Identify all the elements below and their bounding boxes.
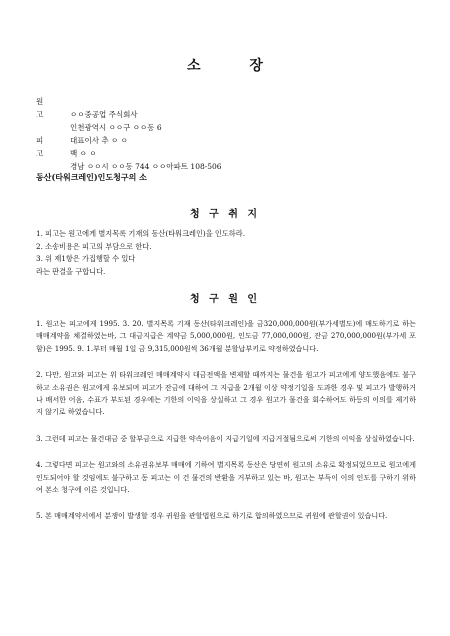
claim-list bbox=[36, 228, 416, 278]
cause-list bbox=[36, 318, 416, 537]
defendant-block bbox=[36, 134, 222, 173]
plaintiff-address: 인천광역시 ㅇㅇ구 ㅇㅇ동 6 bbox=[70, 123, 162, 132]
case-title: 동산(타워크레인)인도청구의 소 bbox=[36, 172, 147, 182]
claim-item: 1. 피고는 원고에게 별지목록 기재의 동산(타워크레인)을 인도하라. bbox=[36, 229, 245, 238]
plaintiff-representative: 대표이사 추 ㅇ ㅇ bbox=[70, 136, 128, 145]
cause-item: 5. 본 매매계약서에서 분쟁이 발생할 경우 귀원을 관할법원으로 하기로 합의하였으므로 귀원에 관할권이 있습니다. bbox=[36, 511, 388, 521]
claim-heading: 청 구 취 지 bbox=[189, 209, 261, 220]
cause-item: 1. 원고는 피고에게 1995. 3. 20. 별지목록 기재 동산(타워크레인)을 금320,000,000원(부가세별도)에 매도하기로 하는 매매계약을 체결하였는바, 그 대금지급은 계약금 5,000,000원, 인도금 77,000,000원, 잔금 270,000,000원(부가세 포함)은 1995. 9. 1.부터 매월 1일 금 9,315,000원씩 36개월 분할납부키로 약정하였습니다. bbox=[36, 319, 416, 353]
defendant-name: 백 ㅇ ㅇ bbox=[70, 149, 97, 158]
cause-item: 2. 다만, 원고와 피고는 위 타워크레인 매매계약시 대금전액을 변제할 때까지는 물건을 원고가 피고에게 양도했음에도 불구하고 소유권은 원고에게 유보되며 피고가 잔금에 대하여 그 지급을 2개월 이상 약정기일을 도과한 경우 및 피고가 발행하거나 배서한 어음, 수표가 부도된 경우에는 기한의 이익을 상실하고 그 경우 원고가 물건을 회수하여도 하등의 이의를 제기하지 않기로 하였습니다. bbox=[36, 370, 416, 417]
plaintiff-label: 원 고 bbox=[36, 97, 50, 119]
cause-item: 4. 그렇다면 피고는 원고와의 소유권유보부 매매에 기하여 별지목록 동산은 당연히 원고의 소유로 확정되었으므로 원고에게 인도되어야 할 것임에도 불구하고 동 피고는 이 건 물건의 반환을 거부하고 있는 바, 원고는 부득이 이의 인도를 구하기 위하여 본소 청구에 이른 것입니다. bbox=[36, 460, 416, 495]
plaintiff-name: ㅇㅇ중공업 주식회사 bbox=[70, 110, 138, 119]
claim-item: 3. 위 제1항은 가집행할 수 있다 bbox=[36, 254, 136, 263]
claim-item: 2. 소송비용은 피고의 부담으로 한다. bbox=[36, 241, 152, 251]
document-title: 소 장 bbox=[187, 58, 285, 74]
cause-item: 3. 그런데 피고는 물건대금 중 할부금으로 지급한 약속어음이 지급기일에 지급거절됨으로써 기한의 이익을 상실하였습니다. bbox=[36, 433, 415, 443]
defendant-address: 경남 ㅇㅇ시 ㅇㅇ동 744 ㅇㅇ아파트 108-506 bbox=[70, 162, 222, 171]
claim-item: 라는 판결을 구합니다. bbox=[36, 266, 106, 276]
cause-heading: 청 구 원 인 bbox=[189, 294, 261, 305]
defendant-label: 피 고 bbox=[36, 136, 50, 158]
